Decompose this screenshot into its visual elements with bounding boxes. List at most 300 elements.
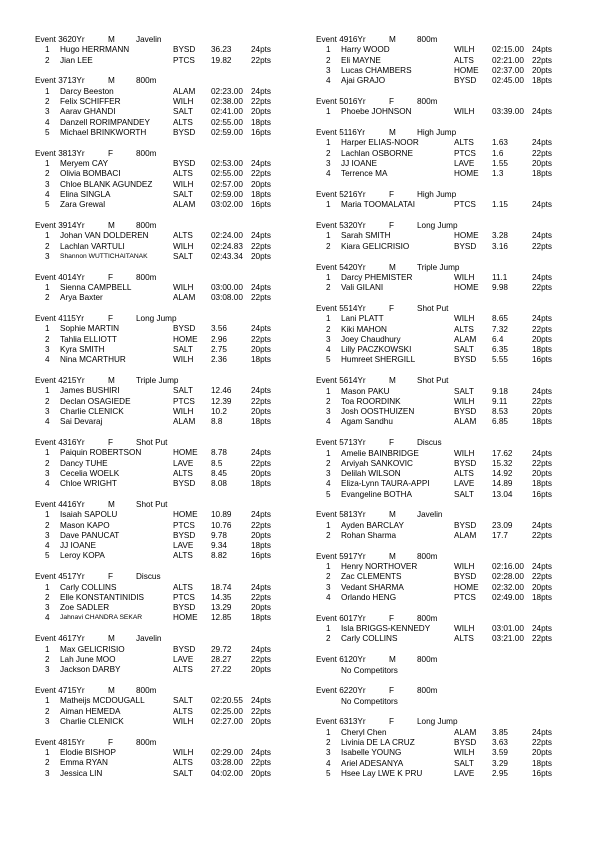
- result-row: [35, 355, 310, 365]
- result-mark: 8.53: [492, 407, 508, 417]
- team-code: BYSD: [454, 241, 477, 251]
- result-row: [35, 603, 310, 613]
- result-mark: 19.82: [211, 55, 232, 65]
- athlete-name: Harry WOOD: [341, 45, 390, 55]
- event-block: [35, 149, 310, 211]
- team-code: ALTS: [454, 324, 474, 334]
- athlete-name: JJ IOANE: [341, 158, 377, 168]
- event-name: Long Jump: [417, 221, 458, 231]
- event-name: Discus: [136, 572, 161, 582]
- place: 3: [326, 582, 331, 592]
- result-row: [316, 345, 591, 355]
- place: 1: [326, 200, 331, 210]
- place: 1: [45, 386, 50, 396]
- team-code: LAVE: [173, 654, 194, 664]
- result-mark: 2.96: [211, 334, 227, 344]
- event-number: Event 5320Yr: [316, 221, 366, 231]
- event-block: [35, 500, 310, 562]
- result-mark: 9.98: [492, 283, 508, 293]
- points: 22pts: [532, 396, 553, 406]
- event-sex: M: [389, 35, 396, 44]
- athlete-name: Felix SCHIFFER: [60, 96, 121, 106]
- points: 22pts: [532, 458, 553, 468]
- no-competitors-row: [316, 666, 591, 676]
- result-mark: 8.08: [211, 479, 227, 489]
- points: 24pts: [532, 520, 553, 530]
- result-row: [35, 335, 310, 345]
- result-row: [35, 324, 310, 334]
- team-code: WILH: [173, 96, 194, 106]
- athlete-name: Maria TOOMALATAI: [341, 200, 416, 210]
- team-code: BYSD: [454, 407, 477, 417]
- event-header: [35, 149, 310, 159]
- points: 22pts: [251, 592, 272, 602]
- athlete-name: Sophie MARTIN: [60, 324, 120, 334]
- result-row: [316, 593, 591, 603]
- event-name: Javelin: [417, 510, 443, 520]
- result-mark: 13.04: [492, 489, 513, 499]
- place: 1: [326, 314, 331, 324]
- points: 24pts: [532, 727, 553, 737]
- athlete-name: Eli MAYNE: [341, 55, 381, 65]
- result-row: [316, 45, 591, 55]
- points: 18pts: [251, 117, 272, 127]
- team-code: WILH: [173, 179, 194, 189]
- team-code: BYSD: [454, 355, 477, 365]
- event-sex: M: [389, 551, 396, 561]
- result-mark: 18.74: [211, 582, 232, 592]
- result-mark: 02:49.00: [492, 593, 524, 603]
- place: 1: [45, 86, 50, 96]
- athlete-name: Nina MCARTHUR: [60, 355, 126, 365]
- points: 20pts: [532, 582, 553, 592]
- athlete-name: Emma RYAN: [60, 758, 108, 768]
- athlete-name: Charlie CLENICK: [60, 406, 124, 416]
- points: 22pts: [251, 396, 272, 406]
- athlete-name: Mason PAKU: [341, 386, 390, 396]
- team-code: WILH: [173, 747, 194, 757]
- event-header: [35, 572, 310, 582]
- team-code: ALTS: [173, 582, 193, 592]
- result-mark: 8.82: [211, 551, 227, 561]
- result-row: [35, 448, 310, 458]
- points: 22pts: [251, 758, 272, 768]
- result-row: [316, 479, 591, 489]
- team-code: SALT: [173, 189, 193, 199]
- athlete-name: Aarav GHANDI: [60, 107, 116, 117]
- event-header: [316, 552, 591, 562]
- points: 18pts: [532, 417, 553, 427]
- no-competitors-note: No Competitors: [341, 696, 398, 706]
- event-sex: F: [389, 303, 395, 313]
- athlete-name: Jessica LIN: [60, 768, 103, 778]
- place: 2: [45, 334, 50, 344]
- event-name: High Jump: [417, 190, 457, 200]
- athlete-name: Chloe WRIGHT: [60, 479, 117, 489]
- team-code: WILH: [454, 624, 475, 634]
- team-code: ALTS: [173, 169, 193, 179]
- result-row: [35, 541, 310, 551]
- result-row: [316, 56, 591, 66]
- result-row: [316, 200, 591, 210]
- points: 22pts: [532, 283, 553, 293]
- place: 3: [45, 344, 50, 354]
- event-number: Event 5116Yr: [316, 128, 366, 138]
- result-row: [35, 87, 310, 97]
- event-number: Event 5216Yr: [316, 190, 366, 200]
- athlete-name: Cheryl Chen: [341, 727, 387, 737]
- points: 20pts: [251, 530, 272, 540]
- points: 22pts: [251, 55, 272, 65]
- event-sex: M: [108, 685, 115, 695]
- team-code: SALT: [173, 386, 193, 396]
- event-block: [316, 510, 591, 541]
- result-mark: 1.3: [492, 169, 504, 179]
- athlete-name: James BUSHIRI: [60, 386, 120, 396]
- place: 2: [326, 324, 331, 334]
- points: 22pts: [251, 334, 272, 344]
- athlete-name: Amelie BAINBRIDGE: [341, 448, 419, 458]
- event-number: Event 5016Yr: [316, 96, 366, 106]
- place: 1: [326, 520, 331, 530]
- points: 18pts: [532, 169, 553, 179]
- team-code: BYSD: [173, 603, 196, 613]
- event-header: [316, 614, 591, 624]
- event-block: [316, 438, 591, 500]
- result-row: [316, 273, 591, 283]
- points: 22pts: [532, 531, 553, 541]
- athlete-name: Paiquin ROBERTSON: [60, 448, 142, 458]
- event-block: [316, 263, 591, 294]
- result-mark: 02:23.00: [211, 86, 243, 96]
- result-row: [35, 613, 310, 623]
- result-row: [35, 159, 310, 169]
- athlete-name: Lah June MOO: [60, 654, 116, 664]
- team-code: WILH: [454, 448, 475, 458]
- event-sex: F: [389, 717, 395, 727]
- result-row: [316, 583, 591, 593]
- event-sex: M: [389, 376, 396, 386]
- event-header: [35, 314, 310, 324]
- team-code: LAVE: [173, 541, 194, 551]
- team-code: LAVE: [454, 768, 475, 778]
- result-row: [35, 707, 310, 717]
- event-block: [35, 738, 310, 779]
- result-row: [316, 759, 591, 769]
- place: 4: [326, 345, 331, 355]
- result-mark: 2.36: [211, 355, 227, 365]
- event-name: Discus: [417, 438, 442, 448]
- event-number: Event 4916Yr: [316, 35, 366, 44]
- points: 18pts: [251, 541, 272, 551]
- event-name: 800m: [417, 35, 438, 44]
- place: 3: [326, 65, 331, 75]
- event-number: Event 3713Yr: [35, 76, 85, 86]
- athlete-name: Sienna CAMPBELL: [60, 282, 132, 292]
- result-row: [35, 45, 310, 55]
- athlete-name: Zac CLEMENTS: [341, 572, 402, 582]
- points: 22pts: [251, 458, 272, 468]
- points: 20pts: [532, 469, 553, 479]
- result-row: [35, 655, 310, 665]
- team-code: PTCS: [454, 200, 476, 210]
- team-code: BYSD: [454, 76, 477, 86]
- team-code: ALTS: [454, 469, 474, 479]
- points: 20pts: [251, 344, 272, 354]
- result-mark: 02:27.00: [211, 716, 243, 726]
- result-row: [35, 583, 310, 593]
- athlete-name: Vali GILANI: [341, 283, 384, 293]
- team-code: ALAM: [454, 531, 477, 541]
- points: 20pts: [532, 65, 553, 75]
- event-block: [316, 128, 591, 179]
- results-column-left: [35, 35, 310, 789]
- result-row: [35, 345, 310, 355]
- points: 22pts: [251, 654, 272, 664]
- event-header: [316, 221, 591, 231]
- place: 1: [45, 448, 50, 458]
- team-code: WILH: [454, 45, 475, 55]
- event-number: Event 5813Yr: [316, 510, 366, 520]
- result-mark: 3.28: [492, 231, 508, 241]
- team-code: SALT: [173, 107, 193, 117]
- result-mark: 9.18: [492, 386, 508, 396]
- result-row: [316, 459, 591, 469]
- athlete-name: Evangeline BOTHA: [341, 489, 412, 499]
- team-code: SALT: [173, 768, 193, 778]
- athlete-name: Toa ROORDINK: [341, 396, 401, 406]
- event-number: Event 3620Yr: [35, 35, 85, 44]
- event-block: [35, 314, 310, 365]
- points: 24pts: [532, 138, 553, 148]
- team-code: ALAM: [454, 727, 477, 737]
- event-header: [35, 438, 310, 448]
- team-code: BYSD: [173, 324, 196, 334]
- result-mark: 03:39.00: [492, 107, 524, 117]
- result-mark: 1.6: [492, 148, 504, 158]
- event-number: Event 4316Yr: [35, 438, 85, 447]
- event-block: [35, 438, 310, 489]
- athlete-name: Michael BRINKWORTH: [60, 127, 147, 137]
- place: 4: [45, 541, 50, 551]
- result-row: [35, 551, 310, 561]
- event-header: [316, 510, 591, 520]
- points: 22pts: [532, 55, 553, 65]
- result-row: [35, 200, 310, 210]
- points: 20pts: [251, 603, 272, 613]
- result-row: [316, 76, 591, 86]
- athlete-name: Jackson DARBY: [60, 665, 121, 675]
- team-code: HOME: [454, 231, 479, 241]
- event-block: [35, 686, 310, 727]
- event-name: 800m: [417, 686, 438, 696]
- team-code: WILH: [454, 748, 475, 758]
- team-code: BYSD: [454, 520, 477, 530]
- team-code: HOME: [454, 582, 479, 592]
- team-code: ALAM: [454, 334, 477, 344]
- result-mark: 8.5: [211, 458, 223, 468]
- result-row: [35, 169, 310, 179]
- team-code: PTCS: [173, 592, 195, 602]
- result-mark: 10.2: [211, 406, 227, 416]
- result-row: [316, 159, 591, 169]
- team-code: WILH: [173, 355, 194, 365]
- athlete-name: Aiman HEMEDA: [60, 706, 121, 716]
- points: 18pts: [532, 479, 553, 489]
- result-row: [316, 624, 591, 634]
- points: 18pts: [532, 76, 553, 86]
- event-header: [316, 717, 591, 727]
- team-code: ALTS: [173, 551, 193, 561]
- points: 24pts: [251, 696, 272, 706]
- result-mark: 02:21.00: [492, 55, 524, 65]
- event-number: Event 4517Yr: [35, 572, 85, 582]
- event-block: [316, 552, 591, 603]
- result-mark: 14.35: [211, 592, 232, 602]
- event-name: 800m: [136, 272, 157, 282]
- event-name: Shot Put: [417, 376, 449, 386]
- result-mark: 02:59.00: [211, 189, 243, 199]
- event-number: Event 4215Yr: [35, 376, 85, 386]
- place: 5: [326, 489, 331, 499]
- event-number: Event 6120Yr: [316, 655, 366, 665]
- result-row: [35, 593, 310, 603]
- athlete-name: Isaiah SAPOLU: [60, 510, 118, 520]
- team-code: SALT: [173, 344, 193, 354]
- event-number: Event 4815Yr: [35, 737, 85, 747]
- place: 2: [45, 458, 50, 468]
- team-code: ALTS: [173, 117, 193, 127]
- result-row: [316, 283, 591, 293]
- points: 24pts: [532, 448, 553, 458]
- result-row: [35, 758, 310, 768]
- athlete-name: Joey Chaudhury: [341, 334, 401, 344]
- team-code: PTCS: [454, 593, 476, 603]
- team-code: BYSD: [173, 644, 196, 654]
- event-name: Javelin: [136, 634, 162, 644]
- event-sex: F: [108, 572, 114, 582]
- athlete-name: Ariel ADESANYA: [341, 758, 404, 768]
- team-code: HOME: [454, 283, 479, 293]
- event-block: [35, 273, 310, 304]
- result-mark: 02:38.00: [211, 96, 243, 106]
- team-code: ALAM: [173, 200, 196, 210]
- points: 18pts: [251, 479, 272, 489]
- result-mark: 02:55.00: [211, 169, 243, 179]
- place: 2: [326, 458, 331, 468]
- athlete-name: Rohan Sharma: [341, 531, 397, 541]
- result-mark: 03:28.00: [211, 758, 243, 768]
- athlete-name: Dancy TUHE: [60, 458, 108, 468]
- athlete-name: Zara Grewal: [60, 200, 106, 210]
- team-code: SALT: [173, 696, 193, 706]
- athlete-name: Lilly PACZKOWSKI: [341, 345, 412, 355]
- event-sex: F: [389, 686, 395, 696]
- points: 22pts: [532, 148, 553, 158]
- athlete-name: Charlie CLENICK: [60, 716, 124, 726]
- place: 2: [326, 572, 331, 582]
- result-row: [316, 66, 591, 76]
- result-mark: 9.11: [492, 396, 508, 406]
- athlete-name: Kyra SMITH: [60, 344, 105, 354]
- result-mark: 27.22: [211, 665, 232, 675]
- event-sex: F: [389, 190, 395, 200]
- athlete-name: Shannon WUTTICHAITANAK: [60, 252, 148, 260]
- points: 16pts: [532, 355, 553, 365]
- athlete-name: Eliza-Lynn TAURA-APPI: [341, 479, 430, 489]
- result-mark: 10.89: [211, 510, 232, 520]
- place: 2: [45, 55, 50, 65]
- result-mark: 3.56: [211, 324, 227, 334]
- place: 3: [45, 179, 50, 189]
- result-mark: 02:24.00: [211, 231, 243, 241]
- points: 24pts: [532, 314, 553, 324]
- result-row: [35, 128, 310, 138]
- team-code: ALTS: [173, 758, 193, 768]
- result-row: [316, 531, 591, 541]
- result-row: [316, 634, 591, 644]
- team-code: ALAM: [454, 417, 477, 427]
- place: 1: [326, 448, 331, 458]
- result-row: [316, 355, 591, 365]
- points: 20pts: [251, 179, 272, 189]
- team-code: HOME: [454, 169, 479, 179]
- result-row: [316, 521, 591, 531]
- event-name: 800m: [136, 220, 157, 230]
- place: 1: [326, 138, 331, 148]
- points: 22pts: [251, 241, 272, 251]
- result-row: [316, 169, 591, 179]
- points: 16pts: [251, 127, 272, 137]
- place: 5: [45, 127, 50, 137]
- result-mark: 8.45: [211, 468, 227, 478]
- event-block: [316, 717, 591, 779]
- points: 22pts: [532, 324, 553, 334]
- place: 5: [45, 200, 50, 210]
- points: 18pts: [251, 417, 272, 427]
- athlete-name: Humreet SHERGILL: [341, 355, 416, 365]
- points: 20pts: [532, 158, 553, 168]
- result-row: [316, 572, 591, 582]
- athlete-name: Olivia BOMBACI: [60, 169, 121, 179]
- place: 4: [45, 355, 50, 365]
- place: 1: [45, 158, 50, 168]
- result-mark: 8.78: [211, 448, 227, 458]
- athlete-name: Hsee Lay LWE K PRU: [341, 768, 423, 778]
- points: 22pts: [251, 293, 272, 303]
- event-sex: F: [108, 737, 114, 747]
- result-mark: 3.29: [492, 758, 508, 768]
- team-code: ALAM: [173, 417, 196, 427]
- event-block: [35, 634, 310, 675]
- event-name: Javelin: [136, 35, 162, 44]
- result-mark: 7.32: [492, 324, 508, 334]
- event-name: Triple Jump: [136, 376, 179, 386]
- event-name: 800m: [417, 613, 438, 623]
- event-sex: M: [389, 262, 396, 272]
- points: 24pts: [532, 45, 553, 55]
- result-row: [316, 728, 591, 738]
- event-block: [316, 221, 591, 252]
- place: 1: [326, 272, 331, 282]
- team-code: SALT: [454, 489, 474, 499]
- place: 1: [326, 624, 331, 634]
- result-row: [316, 107, 591, 117]
- result-row: [35, 469, 310, 479]
- event-sex: M: [108, 499, 115, 509]
- event-block: [316, 304, 591, 366]
- event-name: 800m: [136, 737, 157, 747]
